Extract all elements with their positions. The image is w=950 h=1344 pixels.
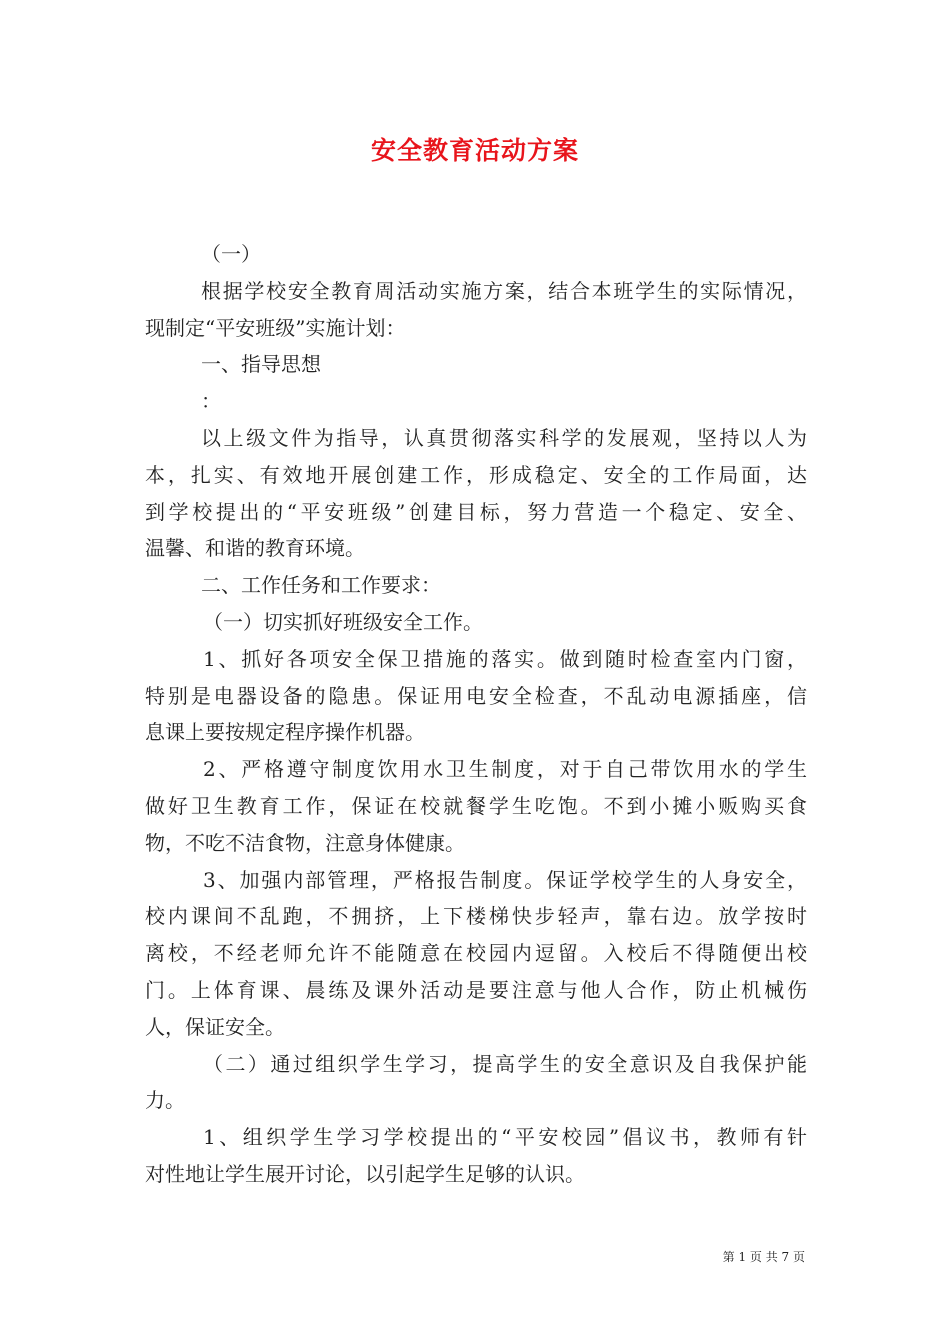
- subheading: （二）通过组织学生学习，提高学生的安全意识及自我保护能: [203, 1051, 807, 1076]
- paragraph-line: 根据学校安全教育周活动实施方案，结合本班学生的实际情况，: [201, 278, 807, 303]
- paragraph-line: 人，保证安全。: [145, 1014, 285, 1039]
- paragraph-line: 2、严格遵守制度饮用水卫生制度，对于自己带饮用水的学生: [203, 757, 807, 782]
- section-marker: （一）: [201, 242, 261, 266]
- subheading: （一）切实抓好班级安全工作。: [203, 609, 483, 634]
- paragraph-line: 1、抓好各项安全保卫措施的落实。做到随时检查室内门窗，: [203, 646, 807, 671]
- paragraph-line: 物，不吃不洁食物，注意身体健康。: [145, 830, 465, 855]
- paragraph-line: ：: [201, 389, 221, 414]
- paragraph-line: 对性地让学生展开讨论，以引起学生足够的认识。: [145, 1161, 585, 1186]
- paragraph-line: 现制定“平安班级”实施计划：: [145, 315, 406, 340]
- paragraph-line: 3、加强内部管理，严格报告制度。保证学校学生的人身安全，: [203, 867, 807, 892]
- paragraph-line: 到学校提出的“平安班级”创建目标，努力营造一个稳定、安全、: [145, 499, 807, 524]
- document-body: [145, 236, 807, 1193]
- paragraph-line: 温馨、和谐的教育环境。: [145, 536, 365, 561]
- page-number: 第 1 页 共 7 页: [722, 1250, 805, 1264]
- paragraph-line: 校内课间不乱跑，不拥挤，上下楼梯快步轻声，靠右边。放学按时: [145, 904, 807, 929]
- paragraph-line: 门。上体育课、晨练及课外活动是要注意与他人合作，防止机械伤: [145, 977, 807, 1002]
- paragraph-line: 离校，不经老师允许不能随意在校园内逗留。入校后不得随便出校: [145, 941, 807, 966]
- paragraph-line: 以上级文件为指导，认真贯彻落实科学的发展观，坚持以人为: [201, 425, 807, 450]
- heading-guiding-ideology: 一、指导思想: [201, 352, 321, 377]
- paragraph-line: 做好卫生教育工作，保证在校就餐学生吃饱。不到小摊小贩购买食: [145, 793, 807, 818]
- document-title: 安全教育活动方案: [370, 136, 579, 165]
- heading-tasks: 二、工作任务和工作要求：: [201, 573, 441, 598]
- paragraph-line: 本，扎实、有效地开展创建工作，形成稳定、安全的工作局面，达: [145, 462, 807, 487]
- paragraph-line: 息课上要按规定程序操作机器。: [145, 720, 425, 745]
- paragraph-line: 特别是电器设备的隐患。保证用电安全检查，不乱动电源插座，信: [145, 683, 807, 708]
- paragraph-line: 1、组织学生学习学校提出的“平安校园”倡议书，教师有针: [203, 1125, 807, 1150]
- paragraph-line: 力。: [145, 1088, 185, 1113]
